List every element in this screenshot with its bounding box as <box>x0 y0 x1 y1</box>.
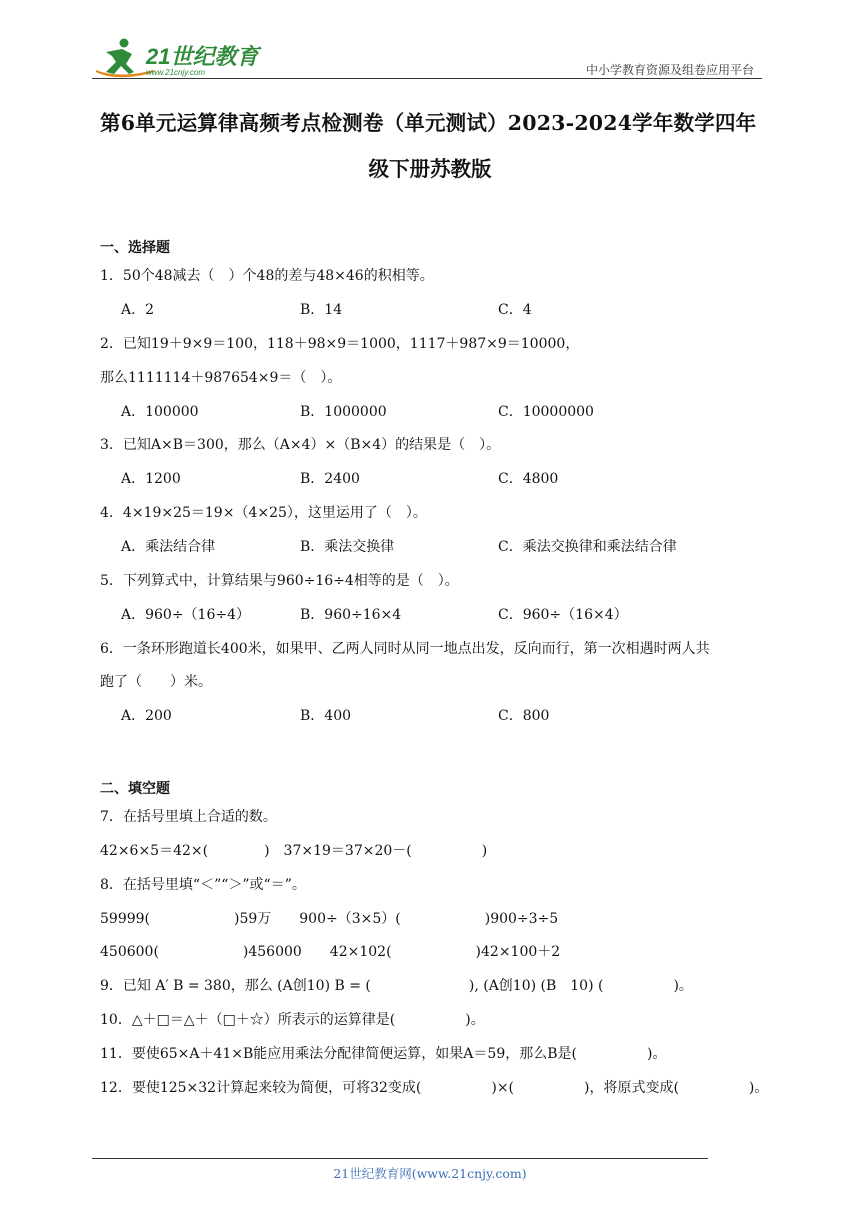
q5-option-b: B．960÷16×4 <box>300 607 402 623</box>
question-2-line2: 那么1111114＋987654×9＝（ ）。 <box>100 370 342 386</box>
q4-option-c: C．乘法交换律和乘法结合律 <box>498 539 677 555</box>
document-title-line1: 第6单元运算律高频考点检测卷（单元测试）2023-2024学年数学四年 <box>100 111 757 135</box>
footer-link[interactable]: 21世纪教育网(www.21cnjy.com) <box>333 1166 527 1181</box>
site-logo <box>92 36 262 80</box>
section-heading-fill: 二、填空题 <box>100 781 170 797</box>
question-12: 12．要使125×32计算起来较为简便，可将32变成( )×( )，将原式变成( )。 <box>100 1080 769 1096</box>
document-title-line2: 级下册苏教版 <box>368 157 492 181</box>
question-9: 9．已知 A′ B = 380，那么 (A创10) B = ( ), (A创10) (B 10) ( )。 <box>100 978 693 994</box>
section-heading-choice: 一、选择题 <box>100 240 170 256</box>
q5-option-c: C．960÷（16×4） <box>498 607 628 623</box>
q2-option-b: B．1000000 <box>300 404 387 420</box>
q1-option-c: C．4 <box>498 302 532 318</box>
q3-option-b: B．2400 <box>300 471 360 487</box>
question-3: 3．已知A×B＝300，那么（A×4）×（B×4）的结果是（ ）。 <box>100 437 501 453</box>
question-6-line2: 跑了（ ）米。 <box>100 674 212 690</box>
q4-option-b: B．乘法交换律 <box>300 539 395 555</box>
q2-option-a: A．100000 <box>121 404 199 420</box>
q1-option-a: A．2 <box>121 302 155 318</box>
q5-option-a: A．960÷（16÷4） <box>121 607 251 623</box>
question-2: 2．已知19＋9×9＝100，118＋98×9＝1000，1117＋987×9＝10000， <box>100 336 580 352</box>
question-8-line1: 59999( )59万 900÷（3×5）( )900÷3÷5 <box>100 911 559 927</box>
question-1: 1．50个48减去（ ）个48的差与48×46的积相等。 <box>100 268 434 284</box>
question-11: 11．要使65×A＋41×B能应用乘法分配律简便运算，如果A＝59，那么B是( )。 <box>100 1046 667 1062</box>
question-7: 7．在括号里填上合适的数。 <box>100 809 277 825</box>
svg-text:www.21cnjy.com: www.21cnjy.com <box>146 68 205 77</box>
question-5: 5．下列算式中，计算结果与960÷16÷4相等的是（ ）。 <box>100 573 459 589</box>
platform-name: 中小学教育资源及组卷应用平台 <box>585 63 754 77</box>
q6-option-c: C．800 <box>498 708 550 724</box>
q2-option-c: C．10000000 <box>498 404 594 420</box>
footer-divider <box>92 1158 708 1159</box>
question-6: 6．一条环形跑道长400米，如果甲、乙两人同时从同一地点出发，反向而行，第一次相遇时两人共 <box>100 641 710 657</box>
q3-option-c: C．4800 <box>498 471 559 487</box>
question-4: 4．4×19×25＝19×（4×25），这里运用了（ ）。 <box>100 505 427 521</box>
q6-option-b: B．400 <box>300 708 352 724</box>
question-8: 8．在括号里填“＜”“＞”或“＝”。 <box>100 877 306 893</box>
question-7-blanks: 42×6×5＝42×( ) 37×19＝37×20－( ) <box>100 843 488 859</box>
svg-text:21世纪教育: 21世纪教育 <box>146 44 259 69</box>
q3-option-a: A．1200 <box>121 471 181 487</box>
question-8-line2: 450600( )456000 42×102( )42×100＋2 <box>100 944 561 960</box>
q6-option-a: A．200 <box>121 708 172 724</box>
q1-option-b: B．14 <box>300 302 343 318</box>
q4-option-a: A．乘法结合律 <box>121 539 216 555</box>
header-divider <box>92 78 762 79</box>
question-10: 10．△＋□＝△＋（□＋☆）所表示的运算律是( )。 <box>100 1012 485 1028</box>
